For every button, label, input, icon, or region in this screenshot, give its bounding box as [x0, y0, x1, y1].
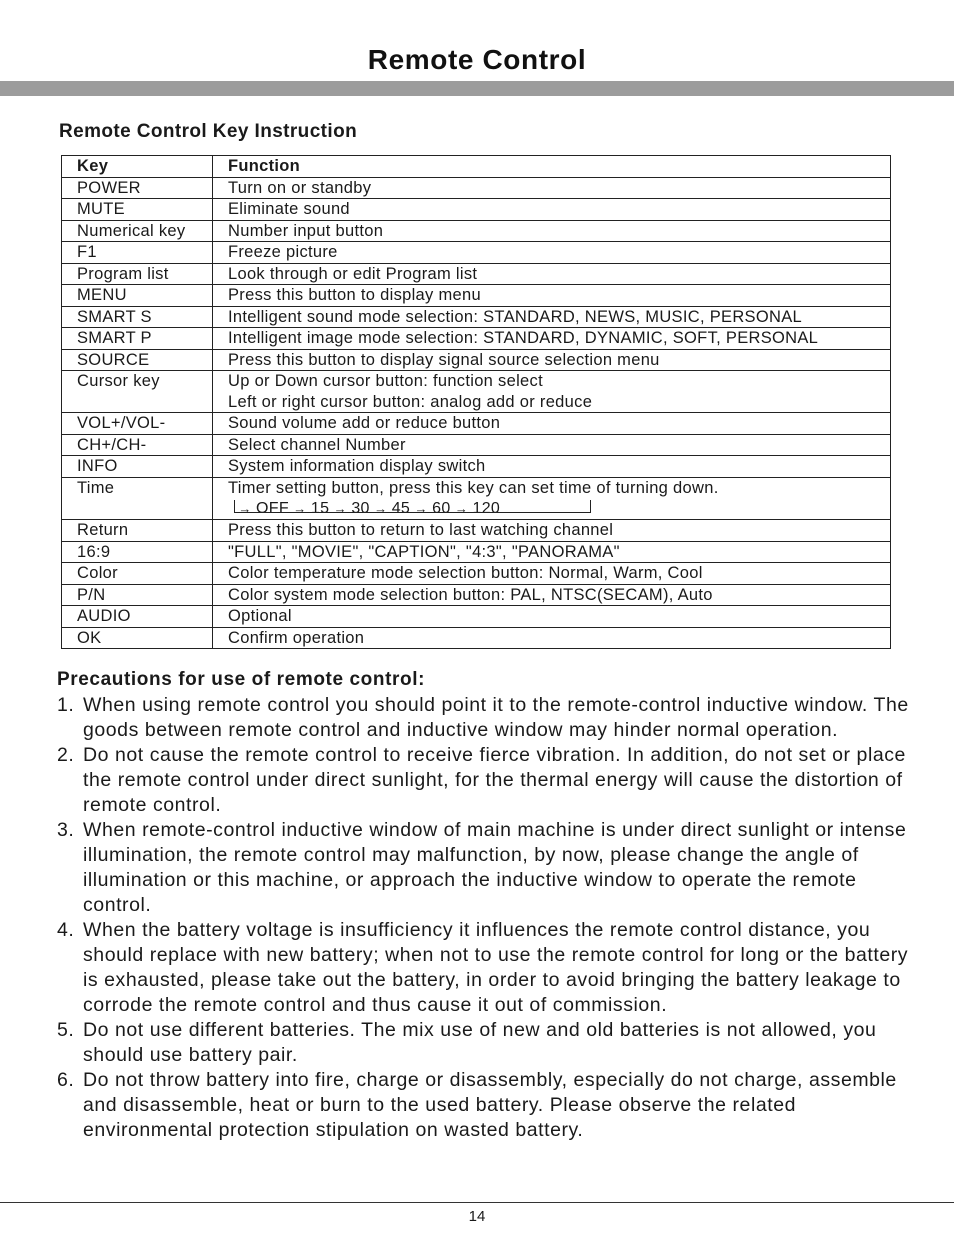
- key-instruction-table: [61, 155, 891, 649]
- key-cell: SMART S: [62, 306, 213, 328]
- table-body: [62, 177, 891, 649]
- key-cell: P/N: [62, 584, 213, 606]
- timer-value: OFF: [256, 500, 289, 517]
- function-text: Press this button to display menu: [228, 286, 481, 304]
- table-row: [62, 456, 891, 478]
- table-row: [62, 349, 891, 371]
- function-text: Select channel Number: [228, 435, 406, 454]
- key-cell: Numerical key: [62, 220, 213, 242]
- table-row: [62, 563, 891, 585]
- function-text: Optional: [228, 607, 292, 625]
- function-cell: [213, 584, 891, 606]
- key-cell: Program list: [62, 263, 213, 285]
- precautions-list: [57, 693, 917, 1143]
- precautions-heading: Precautions for use of remote control:: [57, 669, 426, 690]
- precaution-item: [57, 743, 917, 818]
- function-text: Intelligent image mode selection: STANDARD, DYNAMIC, SOFT, PERSONAL: [228, 329, 819, 347]
- table-row: [62, 199, 891, 221]
- key-cell: Color: [62, 563, 213, 585]
- function-cell: [213, 413, 891, 435]
- precaution-number: 4.: [57, 919, 75, 941]
- timer-sequence: [228, 498, 890, 519]
- arrow-right-icon: →: [414, 501, 428, 516]
- key-cell: VOL+/VOL-: [62, 413, 213, 435]
- function-text: Turn on or standby: [228, 178, 372, 197]
- table-row: [62, 477, 891, 520]
- key-cell: SMART P: [62, 328, 213, 350]
- key-cell: OK: [62, 627, 213, 649]
- function-text: Intelligent sound mode selection: STANDARD, NEWS, MUSIC, PERSONAL: [228, 307, 802, 326]
- function-cell: [213, 328, 891, 350]
- timer-value: 60: [432, 500, 451, 517]
- key-cell: F1: [62, 242, 213, 264]
- function-cell: [213, 199, 891, 221]
- function-text: Eliminate sound: [228, 200, 350, 218]
- precaution-text: When using remote control you should point it to the remote-control inductive window. The goods between remote control and inductive window may hinder normal operation.: [83, 694, 909, 741]
- arrow-right-icon: →: [454, 501, 469, 516]
- key-cell: CH+/CH-: [62, 434, 213, 456]
- loop-bracket: [234, 500, 591, 513]
- key-instruction-heading: Remote Control Key Instruction: [59, 121, 358, 142]
- key-cell: Time: [62, 477, 213, 520]
- table-row: [62, 434, 891, 456]
- footer-divider: [0, 1202, 954, 1203]
- function-cell: [213, 177, 891, 199]
- function-cell: [213, 371, 891, 413]
- table-row: [62, 627, 891, 649]
- table-row: [62, 584, 891, 606]
- function-cell: [213, 349, 891, 371]
- function-cell: [213, 563, 891, 585]
- key-cell: SOURCE: [62, 349, 213, 371]
- column-header-function: Function: [213, 156, 891, 178]
- function-cell: [213, 456, 891, 478]
- arrow-right-icon: →: [293, 501, 307, 516]
- timer-value: 120: [472, 500, 501, 517]
- table-row: [62, 177, 891, 199]
- function-cell: [213, 434, 891, 456]
- function-text-line2: Left or right cursor button: analog add or reduce: [228, 392, 593, 411]
- precaution-number: 2.: [57, 744, 75, 766]
- function-text: Sound volume add or reduce button: [228, 414, 501, 432]
- function-text: System information display switch: [228, 457, 486, 475]
- function-text: Look through or edit Program list: [228, 264, 478, 283]
- table-row: [62, 263, 891, 285]
- function-cell: [213, 627, 891, 649]
- key-cell: 16:9: [62, 541, 213, 563]
- function-text: Freeze picture: [228, 243, 338, 261]
- table-row: [62, 306, 891, 328]
- function-text: Confirm operation: [228, 628, 365, 647]
- title-divider-bar: [0, 81, 954, 96]
- precaution-number: 5.: [57, 1019, 75, 1041]
- function-cell: [213, 242, 891, 264]
- table-row: [62, 541, 891, 563]
- key-cell: MENU: [62, 285, 213, 307]
- precaution-text: Do not cause the remote control to receive fierce vibration. In addition, do not set or place the remote control under direct sunlight, for the thermal energy will cause the distortion of remote control.: [83, 744, 906, 816]
- precaution-item: [57, 1018, 917, 1068]
- function-text: Press this button to display signal source selection menu: [228, 350, 660, 369]
- precaution-text: When the battery voltage is insufficiency it influences the remote control distance, you should replace with new battery; when not to use the remote control for long or the battery is exhausted, please take out the battery, in order to avoid bringing the battery leakage to corrode the remote control and thus cause it out of commission.: [83, 919, 909, 1016]
- arrow-right-icon: →: [238, 501, 252, 516]
- function-cell: [213, 477, 891, 520]
- key-cell: Return: [62, 520, 213, 542]
- function-text: Color system mode selection button: PAL, NTSC(SECAM), Auto: [228, 585, 713, 604]
- column-header-key: Key: [62, 156, 213, 178]
- table-row: [62, 285, 891, 307]
- precaution-item: [57, 818, 917, 918]
- key-cell: POWER: [62, 177, 213, 199]
- function-cell: [213, 520, 891, 542]
- timer-value: 45: [391, 500, 411, 517]
- arrow-right-icon: →: [333, 501, 347, 516]
- timer-value: 15: [310, 500, 330, 517]
- function-text: Up or Down cursor button: function select: [228, 372, 543, 390]
- precaution-item: [57, 693, 917, 743]
- function-cell: [213, 263, 891, 285]
- key-cell: AUDIO: [62, 606, 213, 628]
- function-cell: [213, 220, 891, 242]
- precaution-text: Do not throw battery into fire, charge or disassembly, especially do not charge, assemble and disassemble, heat or burn to the used battery. Please observe the related environmental protection stipulation on wasted battery.: [83, 1069, 897, 1141]
- table-row: [62, 520, 891, 542]
- function-text: Color temperature mode selection button: Normal, Warm, Cool: [228, 564, 703, 582]
- table-row: [62, 220, 891, 242]
- precaution-number: 3.: [57, 819, 75, 841]
- precaution-text: Do not use different batteries. The mix use of new and old batteries is not allowed, you should use battery pair.: [83, 1019, 877, 1066]
- key-cell: Cursor key: [62, 371, 213, 413]
- precaution-number: 1.: [57, 694, 75, 716]
- function-cell: [213, 285, 891, 307]
- function-text: Number input button: [228, 221, 384, 240]
- page-number: 14: [468, 1208, 486, 1225]
- precaution-number: 6.: [57, 1069, 75, 1091]
- precaution-item: [57, 1068, 917, 1143]
- table-row: [62, 371, 891, 413]
- table-row: [62, 413, 891, 435]
- key-cell: INFO: [62, 456, 213, 478]
- arrow-right-icon: →: [374, 501, 388, 516]
- function-cell: [213, 541, 891, 563]
- function-text: Press this button to return to last watching channel: [228, 521, 614, 539]
- timer-value: 30: [351, 500, 370, 517]
- table-row: [62, 328, 891, 350]
- function-cell: [213, 606, 891, 628]
- precautions-section: [57, 669, 917, 1143]
- key-cell: MUTE: [62, 199, 213, 221]
- table-row: [62, 606, 891, 628]
- precaution-item: [57, 918, 917, 1018]
- function-text: "FULL", "MOVIE", "CAPTION", "4:3", "PANORAMA": [228, 542, 620, 561]
- function-text: Timer setting button, press this key can set time of turning down.: [228, 478, 719, 497]
- table-header-row: [62, 156, 891, 178]
- precaution-text: When remote-control inductive window of main machine is under direct sunlight or intense illumination, the remote control may malfunction, by now, please change the angle of illumination or this machine, or approach the inductive window to operate the remote control.: [83, 819, 907, 916]
- page-title: Remote Control: [367, 44, 587, 75]
- function-cell: [213, 306, 891, 328]
- table-row: [62, 242, 891, 264]
